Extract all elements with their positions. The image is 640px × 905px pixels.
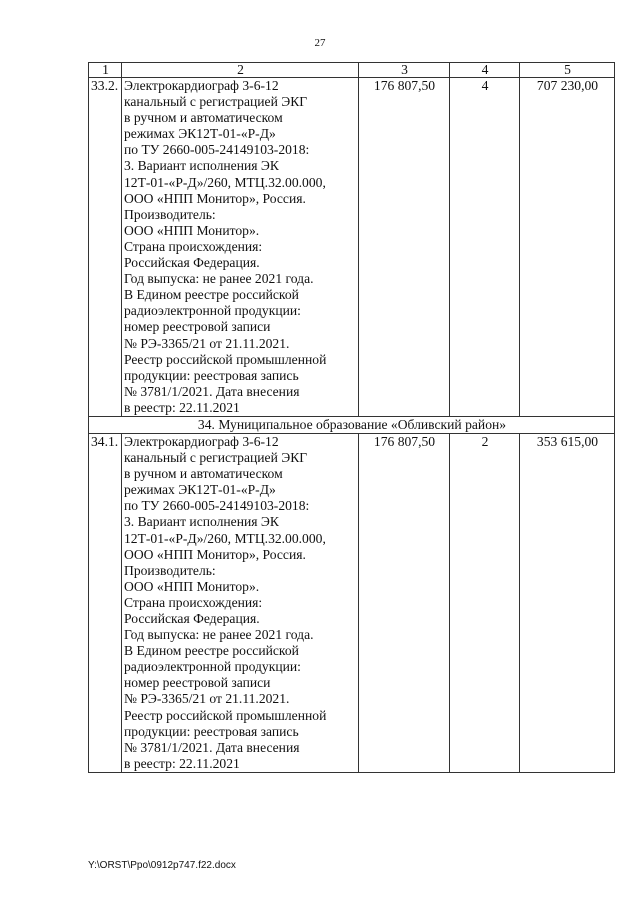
- table-row: [89, 78, 615, 417]
- header-cell: 5: [520, 63, 615, 78]
- table-header-row: [89, 63, 615, 78]
- section-title: 34. Муниципальное образование «Обливский район»: [89, 416, 615, 433]
- item-price: 176 807,50: [359, 433, 450, 772]
- item-quantity: 2: [450, 433, 520, 772]
- item-description: Электрокардиограф 3-6-12 канальный с регистрацией ЭКГ в ручном и автоматическом режимах ЭК12Т-01-«Р-Д» по ТУ 2660-005-24149103-2018: 3. Вариант исполнения ЭК 12Т-01-«Р-Д»/260, МТЦ.32.00.000, ООО «НПП Монитор», Россия. Производитель: ООО «НПП Монитор». Страна происхождения: Российская Федерация. Год выпуска: не ранее 2021 года. В Едином реестре российской радиоэлектронной продукции: номер реестровой записи № РЭ-3365/21 от 21.11.2021. Реестр российской промышленной продукции: реестровая запись № 3781/1/2021. Дата внесения в реестр: 22.11.2021: [122, 78, 359, 417]
- header-cell: 3: [359, 63, 450, 78]
- section-row: [89, 416, 615, 433]
- items-table: [88, 62, 615, 773]
- item-description: Электрокардиограф 3-6-12 канальный с регистрацией ЭКГ в ручном и автоматическом режимах ЭК12Т-01-«Р-Д» по ТУ 2660-005-24149103-2018: 3. Вариант исполнения ЭК 12Т-01-«Р-Д»/260, МТЦ.32.00.000, ООО «НПП Монитор», Россия. Производитель: ООО «НПП Монитор». Страна происхождения: Российская Федерация. Год выпуска: не ранее 2021 года. В Едином реестре российской радиоэлектронной продукции: номер реестровой записи № РЭ-3365/21 от 21.11.2021. Реестр российской промышленной продукции: реестровая запись № 3781/1/2021. Дата внесения в реестр: 22.11.2021: [122, 433, 359, 772]
- header-cell: 1: [89, 63, 122, 78]
- table-row: [89, 433, 615, 772]
- item-total: 353 615,00: [520, 433, 615, 772]
- header-cell: 2: [122, 63, 359, 78]
- footer-file-path: Y:\ORST\Ppo\0912p747.f22.docx: [88, 860, 236, 871]
- item-number: 34.1.: [89, 433, 122, 772]
- header-cell: 4: [450, 63, 520, 78]
- item-total: 707 230,00: [520, 78, 615, 417]
- item-price: 176 807,50: [359, 78, 450, 417]
- item-quantity: 4: [450, 78, 520, 417]
- page-number: 27: [314, 37, 326, 49]
- item-number: 33.2.: [89, 78, 122, 417]
